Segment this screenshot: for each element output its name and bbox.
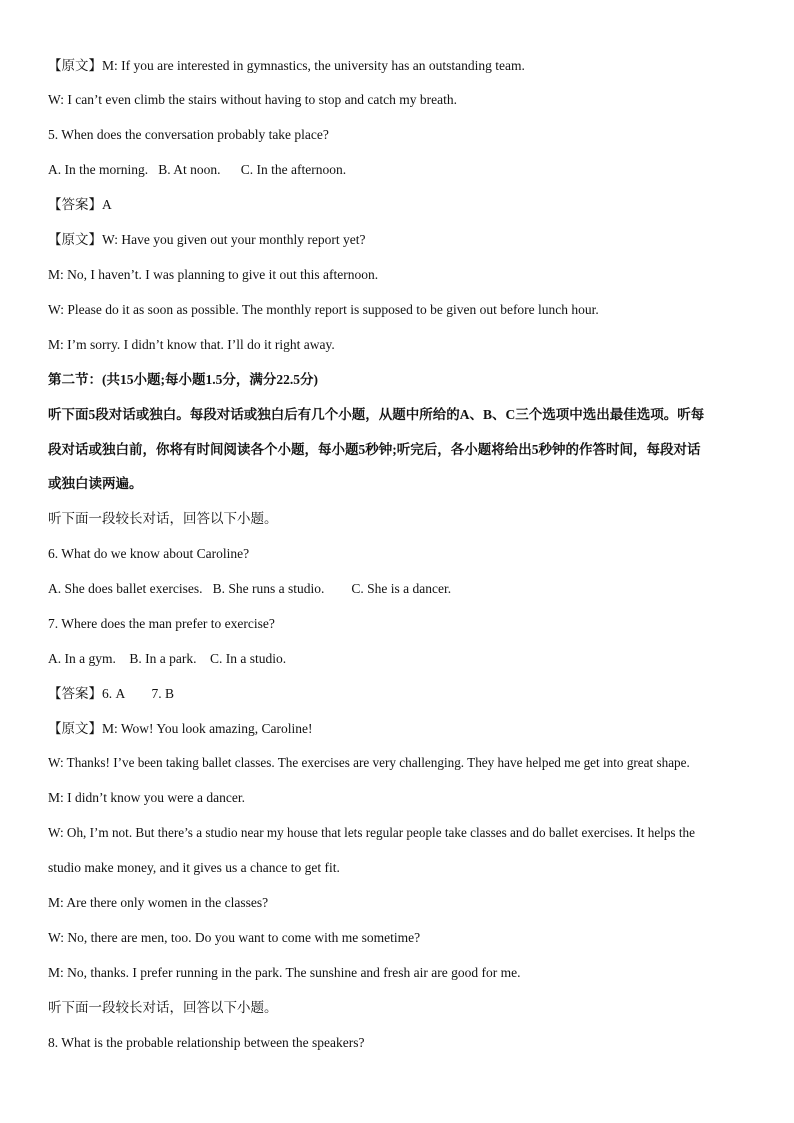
transcript-line: studio make money, and it gives us a chance to get fit.: [48, 860, 340, 875]
transcript-line: M: Are there only women in the classes?: [48, 895, 269, 910]
section-title: 第二节：(共15小题;每小题1.5分，满分22.5分): [48, 372, 318, 387]
transcript-line: 【原文】W: Have you given out your monthly report yet?: [48, 232, 366, 247]
option-a: A. She does ballet exercises.: [48, 581, 203, 596]
transcript-line: W: No, there are men, too. Do you want to come with me sometime?: [48, 930, 421, 945]
answer-6-7: 【答案】6. A 7. B: [48, 686, 175, 701]
transcript-line: 【原文】M: If you are interested in gymnastics, the university has an outstanding team.: [48, 58, 525, 73]
transcript-line: W: Oh, I’m not. But there’s a studio near my house that lets regular people take classes and do ballet exercises. It helps the: [48, 825, 695, 840]
instructions-line-3: 或独白读两遍。: [48, 476, 143, 491]
option-a: A. In the morning.: [48, 162, 149, 177]
transcript-line: M: No, I haven’t. I was planning to give it out this afternoon.: [48, 267, 379, 282]
question-7: 7. Where does the man prefer to exercise?: [48, 616, 275, 631]
question-5-options: [48, 160, 754, 180]
question-6-options: [48, 579, 754, 599]
option-c: C. In a studio.: [209, 651, 287, 666]
option-b: B. At noon.: [158, 162, 221, 177]
transcript-line: M: I didn’t know you were a dancer.: [48, 790, 245, 805]
transcript-line: W: Please do it as soon as possible. The monthly report is supposed to be given out before lunch hour.: [48, 302, 599, 317]
question-5: 5. When does the conversation probably take place?: [48, 127, 329, 142]
question-7-options: [48, 649, 754, 669]
listen-instruction: 听下面一段较长对话，回答以下小题。: [48, 511, 278, 526]
option-b: B. In a park.: [129, 651, 197, 666]
listen-instruction: 听下面一段较长对话，回答以下小题。: [48, 1000, 278, 1015]
option-a: A. In a gym.: [48, 651, 116, 666]
option-b: B. She runs a studio.: [212, 581, 325, 596]
option-c: C. In the afternoon.: [240, 162, 347, 177]
question-8: 8. What is the probable relationship between the speakers?: [48, 1035, 365, 1050]
option-c: C. She is a dancer.: [351, 581, 452, 596]
question-6: 6. What do we know about Caroline?: [48, 546, 250, 561]
transcript-line: M: I’m sorry. I didn’t know that. I’ll do it right away.: [48, 337, 335, 352]
transcript-line: W: Thanks! I’ve been taking ballet classes. The exercises are very challenging. They have helped me get into great shape.: [48, 755, 690, 770]
transcript-line: 【原文】M: Wow! You look amazing, Caroline!: [48, 721, 313, 736]
transcript-line: W: I can’t even climb the stairs without having to stop and catch my breath.: [48, 92, 458, 107]
transcript-line: M: No, thanks. I prefer running in the park. The sunshine and fresh air are good for me.: [48, 965, 521, 980]
answer-5: 【答案】A: [48, 197, 112, 212]
instructions-line-2: 段对话或独白前，你将有时间阅读各个小题，每小题5秒钟;听完后，各小题将给出5秒钟的作答时间，每段对话: [48, 442, 701, 457]
instructions-line-1: 听下面5段对话或独白。每段对话或独白后有几个小题，从题中所给的A、B、C三个选项中选出最佳选项。听每: [48, 407, 705, 422]
